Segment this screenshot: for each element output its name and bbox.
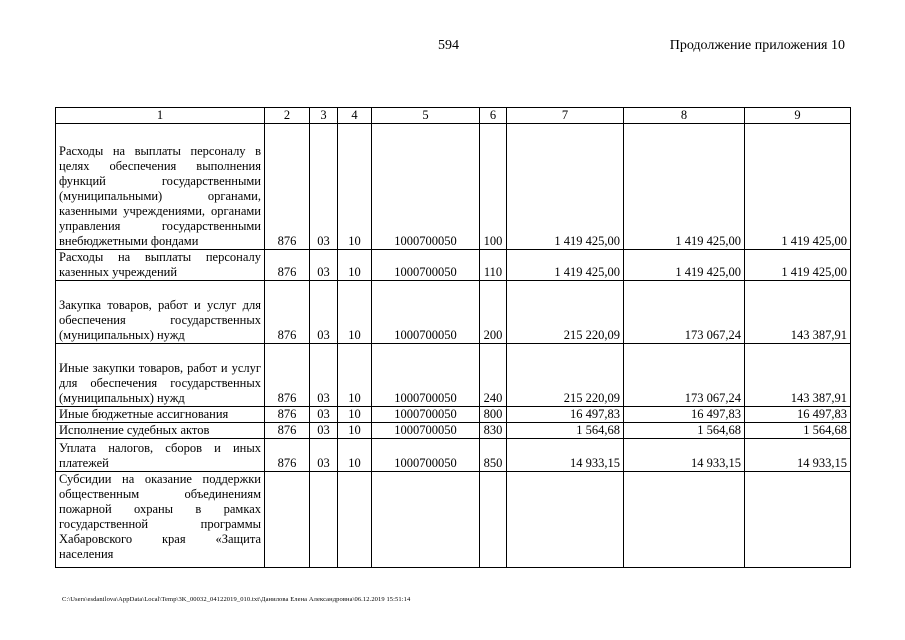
column-header: 9 — [745, 108, 851, 124]
subsection-code: 10 — [338, 250, 372, 281]
expense-type-code: 850 — [480, 439, 507, 472]
page-number: 594 — [438, 38, 459, 53]
subsection-code: 10 — [338, 423, 372, 439]
subsection-code — [338, 472, 372, 568]
table-row — [56, 423, 851, 439]
table-row — [56, 124, 851, 250]
section-code: 03 — [310, 407, 338, 423]
column-header: 6 — [480, 108, 507, 124]
appendix-continuation-title: Продолжение приложения 10 — [669, 38, 845, 53]
target-article-code: 1000700050 — [372, 281, 480, 344]
amount-col7: 1 419 425,00 — [507, 250, 624, 281]
column-header: 7 — [507, 108, 624, 124]
amount-col8: 1 419 425,00 — [624, 124, 745, 250]
amount-col9: 1 564,68 — [745, 423, 851, 439]
amount-col7: 1 419 425,00 — [507, 124, 624, 250]
column-number-row — [56, 108, 851, 124]
amount-col9: 1 419 425,00 — [745, 250, 851, 281]
ministry-code: 876 — [265, 281, 310, 344]
file-path-footer: C:\Users\esdanilova\AppData\Local\Temp\3K_00032_04122019_010.txt\Данилова Елена Александровна\06.12.2019 15:51:14 — [62, 596, 411, 603]
amount-col7: 215 220,09 — [507, 344, 624, 407]
column-header: 3 — [310, 108, 338, 124]
expense-type-code: 100 — [480, 124, 507, 250]
amount-col8: 173 067,24 — [624, 344, 745, 407]
amount-col8: 14 933,15 — [624, 439, 745, 472]
amount-col8: 16 497,83 — [624, 407, 745, 423]
subsection-code: 10 — [338, 407, 372, 423]
target-article-code: 1000700050 — [372, 124, 480, 250]
amount-col9: 143 387,91 — [745, 344, 851, 407]
expense-type-code: 800 — [480, 407, 507, 423]
amount-col8: 1 564,68 — [624, 423, 745, 439]
table-row — [56, 472, 851, 568]
target-article-code: 1000700050 — [372, 407, 480, 423]
ministry-code: 876 — [265, 407, 310, 423]
section-code: 03 — [310, 439, 338, 472]
column-header: 8 — [624, 108, 745, 124]
amount-col7: 16 497,83 — [507, 407, 624, 423]
section-code: 03 — [310, 344, 338, 407]
table-row — [56, 407, 851, 423]
target-article-code: 1000700050 — [372, 439, 480, 472]
column-header: 5 — [372, 108, 480, 124]
amount-col7: 14 933,15 — [507, 439, 624, 472]
ministry-code: 876 — [265, 423, 310, 439]
table-row — [56, 281, 851, 344]
section-code: 03 — [310, 124, 338, 250]
target-article-code: 1000700050 — [372, 344, 480, 407]
subsection-code: 10 — [338, 344, 372, 407]
section-code: 03 — [310, 281, 338, 344]
amount-col8 — [624, 472, 745, 568]
expense-name: Расходы на выплаты персоналу в целях обеспечения выполнения функций государственными (муниципальными) органами, казенными учреждениями, органами управления государственными внебюджетными фондами — [56, 124, 265, 250]
expense-type-code — [480, 472, 507, 568]
amount-col9: 14 933,15 — [745, 439, 851, 472]
section-code: 03 — [310, 423, 338, 439]
amount-col7: 1 564,68 — [507, 423, 624, 439]
ministry-code — [265, 472, 310, 568]
expense-name: Исполнение судебных актов — [56, 423, 265, 439]
expense-type-code: 240 — [480, 344, 507, 407]
expense-name: Субсидии на оказание поддержки общественным объединениям пожарной охраны в рамках государственной программы Хабаровского края «Защита населения — [56, 472, 265, 568]
amount-col7 — [507, 472, 624, 568]
table-row — [56, 344, 851, 407]
section-code: 03 — [310, 250, 338, 281]
expense-name: Иные бюджетные ассигнования — [56, 407, 265, 423]
column-header: 2 — [265, 108, 310, 124]
expense-name: Уплата налогов, сборов и иных платежей — [56, 439, 265, 472]
column-header: 1 — [56, 108, 265, 124]
amount-col9: 1 419 425,00 — [745, 124, 851, 250]
ministry-code: 876 — [265, 439, 310, 472]
table-row — [56, 250, 851, 281]
expense-name: Иные закупки товаров, работ и услуг для обеспечения государственных (муниципальных) нужд — [56, 344, 265, 407]
expense-type-code: 200 — [480, 281, 507, 344]
expense-name: Расходы на выплаты персоналу казенных учреждений — [56, 250, 265, 281]
budget-table — [55, 107, 851, 568]
section-code — [310, 472, 338, 568]
expense-type-code: 110 — [480, 250, 507, 281]
amount-col7: 215 220,09 — [507, 281, 624, 344]
expense-name: Закупка товаров, работ и услуг для обеспечения государственных (муниципальных) нужд — [56, 281, 265, 344]
ministry-code: 876 — [265, 344, 310, 407]
target-article-code: 1000700050 — [372, 250, 480, 281]
target-article-code: 1000700050 — [372, 423, 480, 439]
ministry-code: 876 — [265, 124, 310, 250]
expense-type-code: 830 — [480, 423, 507, 439]
amount-col9: 143 387,91 — [745, 281, 851, 344]
column-header: 4 — [338, 108, 372, 124]
amount-col8: 173 067,24 — [624, 281, 745, 344]
table-row — [56, 439, 851, 472]
subsection-code: 10 — [338, 439, 372, 472]
amount-col9 — [745, 472, 851, 568]
amount-col9: 16 497,83 — [745, 407, 851, 423]
subsection-code: 10 — [338, 124, 372, 250]
amount-col8: 1 419 425,00 — [624, 250, 745, 281]
target-article-code — [372, 472, 480, 568]
ministry-code: 876 — [265, 250, 310, 281]
subsection-code: 10 — [338, 281, 372, 344]
